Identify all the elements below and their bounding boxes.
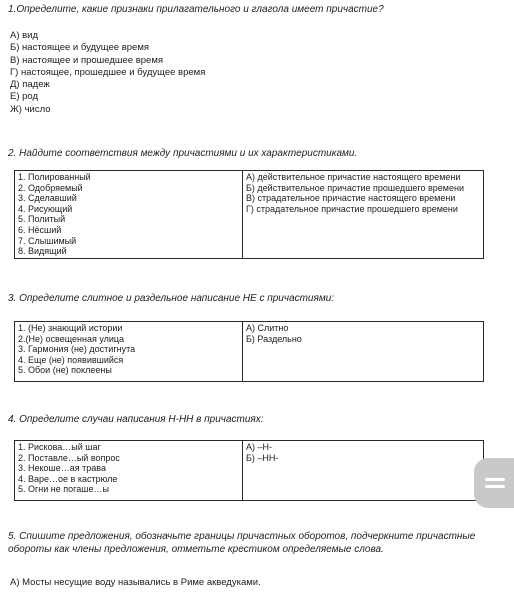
table-item: В) страдательное причастие настоящего времени xyxy=(246,193,456,204)
option: А) вид xyxy=(10,30,39,41)
table-item: А) Слитно xyxy=(246,323,289,333)
table-item: Б) –НН- xyxy=(246,452,279,463)
table-item: 3. Гармония (не) достигнута xyxy=(18,344,136,355)
table-item: 8. Видящий xyxy=(18,246,67,257)
cut-off-line xyxy=(10,592,310,599)
table-item: А) действительное причастие настоящего времени xyxy=(246,172,461,182)
table-item: 2. Одобряемый xyxy=(18,182,83,193)
question-5-title: 5. Спишите предложения, обозначьте границы причастных оборотов, подчеркните причастные обороты как члены предложения, отметьте крестиком определяемые слова. xyxy=(8,531,476,555)
table-left-column xyxy=(15,322,243,382)
option: В) настоящее и прошедшее время xyxy=(10,54,164,66)
table-left-column xyxy=(15,171,243,259)
question-1-title: 1.Определите, какие признаки прилагательного и глагола имеет причастие? xyxy=(8,4,384,15)
table-item: 5. Огни не погаше…ы xyxy=(18,484,109,495)
table-item: 5. Политый xyxy=(18,214,66,225)
table-item: 1. Полированный xyxy=(18,172,91,182)
option: Б) настоящее и будущее время xyxy=(10,42,150,54)
question-2-title: 2. Найдите соответствия между причастиями и их характеристиками. xyxy=(8,148,358,159)
question-5-example: А) Мосты несущие воду назывались в Риме акведуками. xyxy=(10,577,261,588)
option: Е) род xyxy=(10,91,39,103)
table-item: 2. Поставле…ый вопрос xyxy=(18,452,120,463)
table-right-column xyxy=(243,322,484,382)
question-4-title: 4. Определите случаи написания Н-НН в причастиях: xyxy=(8,414,264,425)
option: Д) падеж xyxy=(10,79,50,91)
table-item: Б) Раздельно xyxy=(246,333,302,344)
question-3-title: 3. Определите слитное и раздельное написание НЕ с причастиями: xyxy=(8,293,335,304)
table-item: 4. Еще (не) появившийся xyxy=(18,354,124,365)
table-item: 1. Рискова…ый шаг xyxy=(18,442,101,452)
table-item: 4. Варе…ое в кастрюле xyxy=(18,473,118,484)
menu-button[interactable] xyxy=(474,458,514,508)
question-4-table xyxy=(14,440,484,501)
table-item: 5. Обои (не) поклеены xyxy=(18,365,112,376)
table-item: 6. Нёсший xyxy=(18,224,62,235)
question-2-table xyxy=(14,170,484,259)
question-3-table xyxy=(14,321,484,382)
table-item: А) –Н- xyxy=(246,442,273,452)
table-item: Б) действительное причастие прошедшего времени xyxy=(246,182,464,193)
option: Ж) число xyxy=(10,103,51,115)
option: Г) настоящее, прошедшее и будущее время xyxy=(10,66,206,78)
table-item: 3. Сделавший xyxy=(18,193,77,204)
table-item: 1. (Не) знающий истории xyxy=(18,323,123,333)
question-1-options xyxy=(10,30,205,116)
table-item: Г) страдательное причастие прошедшего времени xyxy=(246,203,458,214)
table-item: 2.(Не) освещенная улица xyxy=(18,333,125,344)
table-item: 7. Слышимый xyxy=(18,235,77,246)
table-item: 4. Рисующий xyxy=(18,203,73,214)
table-item: 3. Некоше…ая трава xyxy=(18,463,106,474)
table-right-column xyxy=(243,171,484,259)
table-right-column xyxy=(243,441,484,501)
table-left-column xyxy=(15,441,243,501)
